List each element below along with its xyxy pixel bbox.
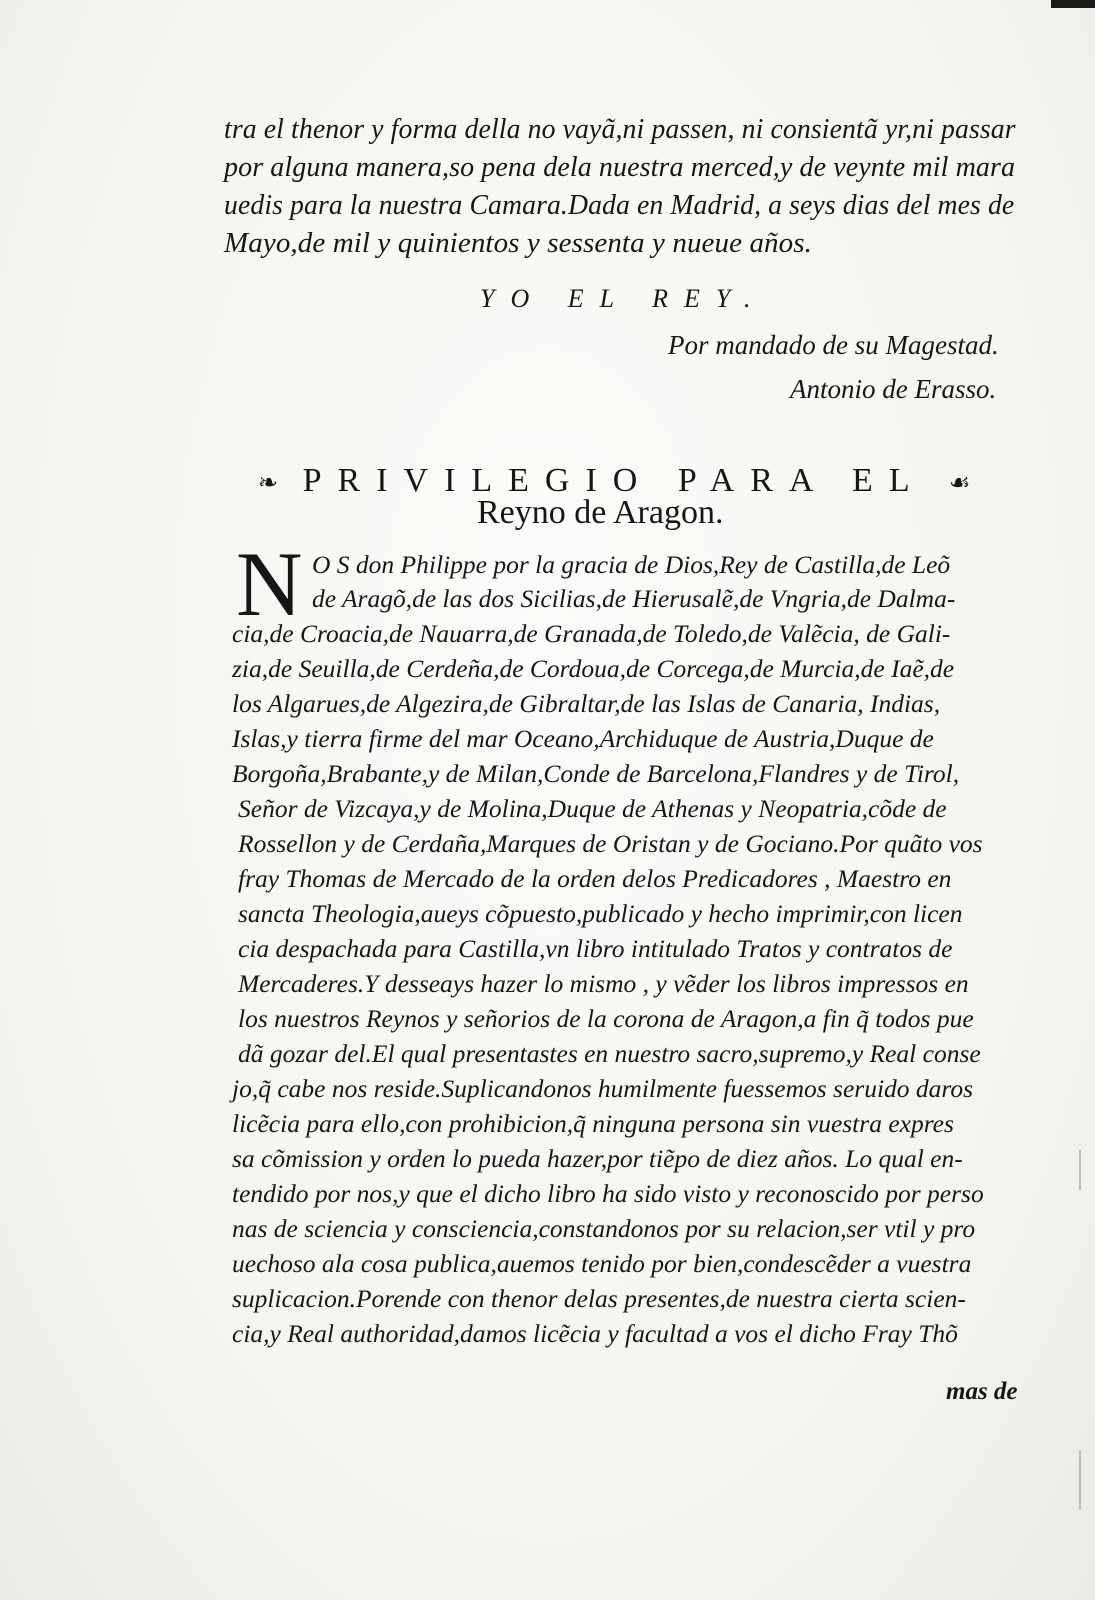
heading-title: PRIVILEGIO PARA EL <box>302 462 925 499</box>
body-line: dã gozar del.El qual presentastes en nuestro sacro,supremo,y Real conse <box>238 1039 981 1068</box>
body-line: cia despachada para Castilla,vn libro intitulado Tratos y contratos de <box>238 934 953 963</box>
text-line: por alguna manera,so pena dela nuestra merced,y de veynte mil mara <box>224 151 1016 183</box>
body-line: nas de sciencia y consciencia,constandonos por su relacion,ser vtil y pro <box>232 1214 976 1243</box>
page-corner-mark <box>1051 0 1095 8</box>
body-line: jo,q̃ cabe nos reside.Suplicandonos humilmente fuessemos seruido daros <box>232 1074 974 1103</box>
fleuron-left-icon: ❧ <box>258 470 279 497</box>
body-line: licẽcia para ello,con prohibicion,q̃ ninguna persona sin vuestra expres <box>232 1109 954 1138</box>
body-line: Mercaderes.Y desseays hazer lo mismo , y vẽder los libros impressos en <box>238 969 969 998</box>
mandate-line: Por mandado de su Magestad. <box>668 330 999 360</box>
body-line: uechoso ala cosa publica,auemos tenido por bien,condescẽder a vuestra <box>232 1249 972 1278</box>
body-line: Rossellon y de Cerdaña,Marques de Oristan y de Gociano.Por quãto vos <box>238 829 983 858</box>
body-line: de Aragõ,de las dos Sicilias,de Hierusalẽ,de Vngria,de Dalma- <box>312 584 956 613</box>
body-line: Borgoña,Brabante,y de Milan,Conde de Barcelona,Flandres y de Tirol, <box>232 759 960 788</box>
body-line: Señor de Vizcaya,y de Molina,Duque de Athenas y Neopatria,cõde de <box>238 794 947 823</box>
heading-subtitle: Reyno de Aragon. <box>477 494 724 531</box>
text-line: Mayo,de mil y quinientos y sessenta y nueue años. <box>224 227 812 259</box>
fleuron-right-icon: ☙ <box>948 470 971 497</box>
body-line: fray Thomas de Mercado de la orden delos Predicadores , Maestro en <box>238 864 952 893</box>
body-line: los nuestros Reynos y señorios de la corona de Aragon,a fin q̃ todos pue <box>238 1004 974 1033</box>
catchword: mas de <box>946 1378 1018 1405</box>
edge-mark <box>1079 1150 1081 1190</box>
text-line: tra el thenor y forma della no vayã,ni passen, ni consientã yr,ni passar <box>224 113 1016 145</box>
body-line: O S don Philippe por la gracia de Dios,Rey de Castilla,de Leõ <box>312 550 951 579</box>
body-line: los Algarues,de Algezira,de Gibraltar,de las Islas de Canaria, Indias, <box>232 689 941 718</box>
body-line: zia,de Seuilla,de Cerdeña,de Cordoua,de Corcega,de Murcia,de Iaẽ,de <box>232 654 955 683</box>
body-line: sancta Theologia,aueys cõpuesto,publicado y hecho imprimir,con licen <box>238 899 963 928</box>
edge-mark <box>1079 1450 1081 1510</box>
body-line: cia,y Real authoridad,damos licẽcia y facultad a vos el dicho Fray Thõ <box>232 1319 958 1348</box>
body-line: tendido por nos,y que el dicho libro ha sido visto y reconoscido por perso <box>232 1179 984 1208</box>
secretary-name: Antonio de Erasso. <box>790 374 997 404</box>
body-line: sa cõmission y orden lo pueda hazer,por tiẽpo de diez años. Lo qual en- <box>232 1144 963 1173</box>
body-line: Islas,y tierra firme del mar Oceano,Archiduque de Austria,Duque de <box>232 724 934 753</box>
royal-signature: YO EL REY. <box>480 284 767 313</box>
drop-cap: N <box>236 533 303 635</box>
body-line: cia,de Croacia,de Nauarra,de Granada,de Toledo,de Valẽcia, de Gali- <box>232 619 951 648</box>
body-line: suplicacion.Porende con thenor delas presentes,de nuestra cierta scien- <box>232 1284 966 1313</box>
text-line: uedis para la nuestra Camara.Dada en Madrid, a seys dias del mes de <box>224 189 1015 221</box>
